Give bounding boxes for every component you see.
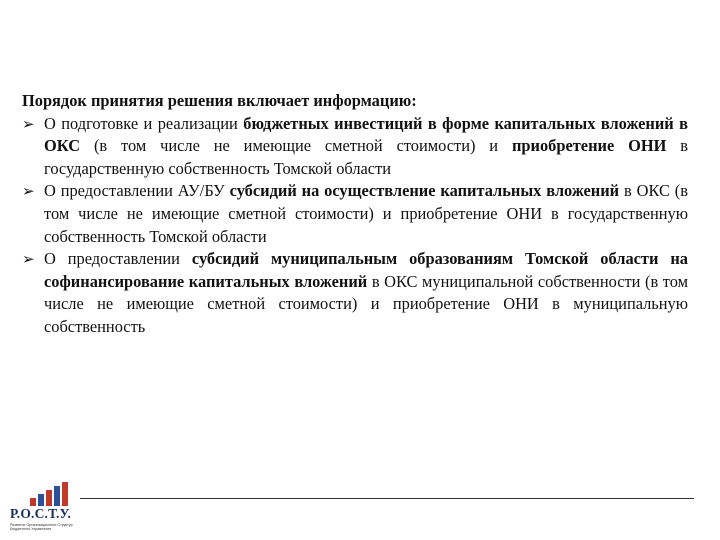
bullet-text: в ОКС (в том числе не имеющие сметной стоимости) и приобретение ОНИ в государственную собственность Томской области [44,181,688,246]
bullet-emphasis: субсидий муниципальным образованиям Томской области на софинансирование капитальных вложений [44,249,688,291]
bullet-text: в ОКС муниципальной собственности (в том числе не имеющие сметной стоимости) и приобретение ОНИ в муниципальную собственность [44,271,688,336]
logo-tagline: Развитие Организационных Структур Бюджетного Управления [10,523,73,532]
arrow-bullet-icon: ➢ [22,182,35,201]
bullet-emphasis: бюджетных инвестиций в форме капитальных вложений в ОКС [44,113,688,156]
bullet-text: О предоставлении АУ/БУ [44,181,230,201]
footer-divider [80,498,694,499]
logo-bar [54,486,60,506]
bullet-text: (в том числе не имеющие сметной стоимости) и [80,136,512,156]
bullet-text: О предоставлении [44,249,192,269]
slide-heading: Порядок принятия решения включает информацию: [22,91,417,110]
logo-bar [62,482,68,506]
arrow-bullet-icon: ➢ [22,114,35,133]
logo-bar [38,494,44,506]
bullet-item-budget-investments [22,113,688,181]
logo-bar [46,490,52,506]
bar-chart-logo-icon [26,482,70,506]
slide-content [22,90,688,339]
rostu-logo [8,482,82,538]
bullet-list [22,113,688,339]
logo-title: Р.О.С.Т.У. [10,506,72,521]
bullet-text: в государственную собственность Томской области [44,136,688,178]
bullet-item-subsidies-municipalities [22,248,688,338]
arrow-bullet-icon: ➢ [22,250,35,269]
bullet-emphasis: приобретение ОНИ [511,136,667,156]
bullet-emphasis: субсидий на осуществление капитальных вложений [229,181,620,201]
bullet-item-subsidies-institutions [22,180,688,248]
bullet-text: О подготовке и реализации [44,113,244,133]
logo-bar [30,498,36,506]
